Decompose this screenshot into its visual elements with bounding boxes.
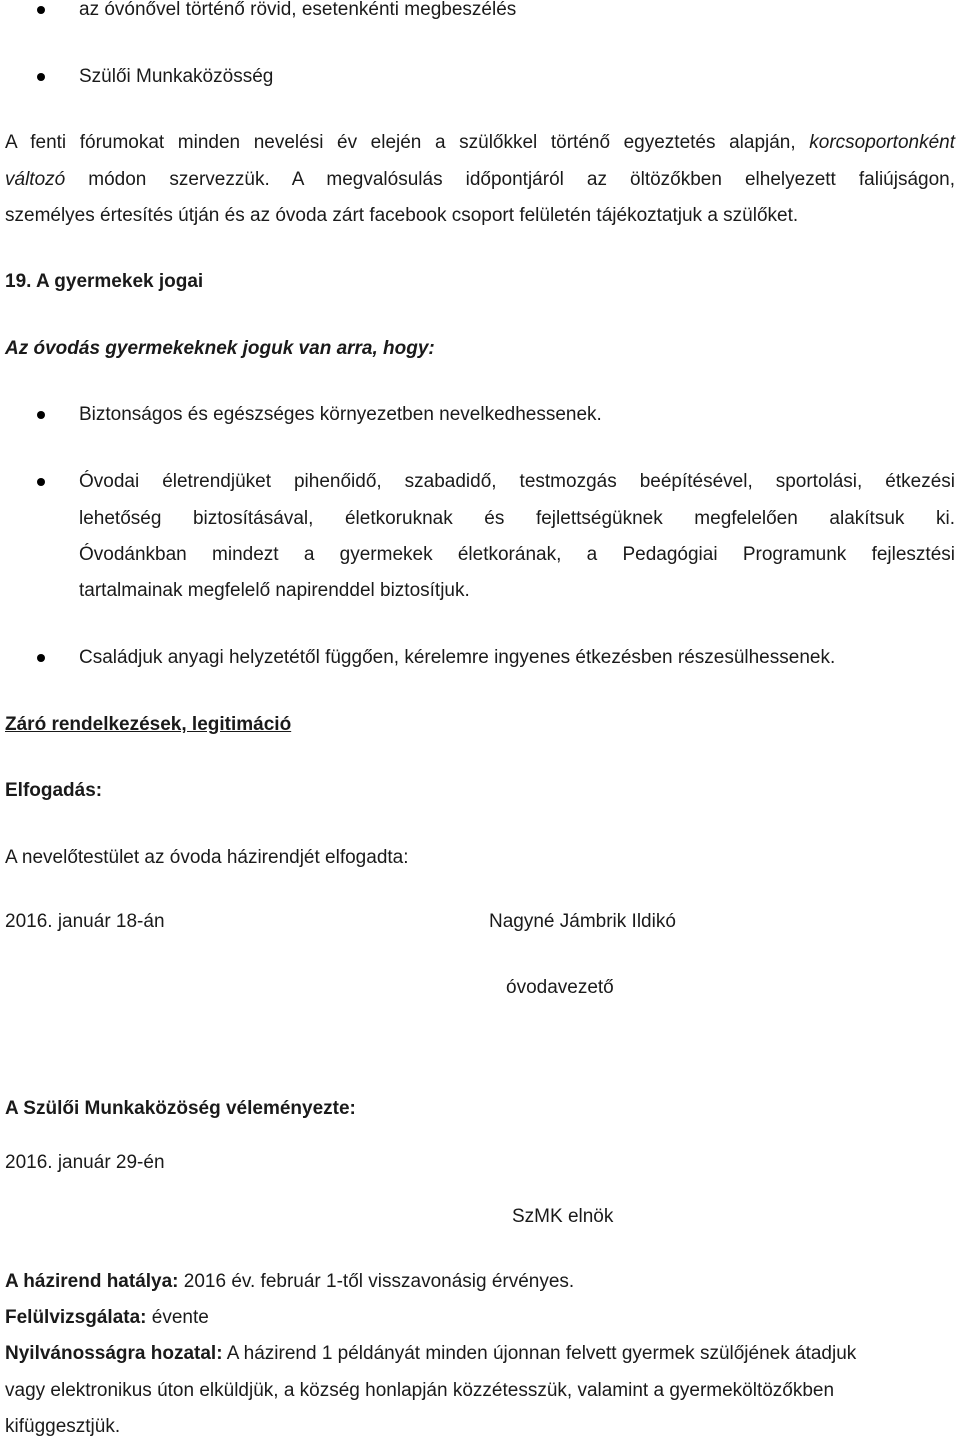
list-item-line: tartalmainak megfelelő napirenddel biztosítjuk. (79, 580, 470, 601)
parents-signer: SzMK elnök (512, 1206, 614, 1227)
director-title: óvodavezető (506, 977, 614, 998)
publicity-label: Nyilvánosságra hozatal: (5, 1343, 223, 1364)
review-line (5, 1306, 209, 1330)
validity-value: 2016 év. február 1-től visszavonásig érvényes. (183, 1271, 575, 1292)
validity-label: A házirend hatálya: (5, 1271, 179, 1292)
bullet-dot (37, 478, 45, 486)
review-value: évente (151, 1307, 209, 1328)
publicity-line (5, 1342, 856, 1366)
bullet-dot (37, 6, 45, 14)
closing-heading: Záró rendelkezések, legitimáció (5, 714, 292, 735)
list-item: Biztonságos és egészséges környezetben nevelkedhessenek. (79, 404, 602, 425)
publicity-line: kifüggesztjük. (5, 1416, 121, 1437)
bullet-dot (37, 411, 45, 419)
list-item: Szülői Munkaközösség (79, 66, 274, 87)
text-run: A fenti fórumokat minden nevelési év elején a szülőkkel történő egyeztetés alapján, (5, 132, 796, 153)
paragraph-line: személyes értesítés útján és az óvoda zárt facebook csoport felületén tájékoztatjuk a szülőket. (5, 205, 799, 226)
bullet-dot (37, 73, 45, 81)
list-item-line: Óvodánkban mindezt a gyermekek életkorának, a Pedagógiai Programunk fejlesztési (79, 544, 955, 565)
parents-date: 2016. január 29-én (5, 1152, 165, 1173)
list-item-line: Óvodai életrendjüket pihenőidő, szabadidő, testmozgás beépítésével, sportolási, étkezési (79, 471, 955, 492)
acceptance-label: Elfogadás: (5, 780, 103, 801)
publicity-line: vagy elektronikus úton elküldjük, a község honlapján közzétesszük, valamint a gyermeköltözőkben (5, 1380, 835, 1401)
review-label: Felülvizsgálata: (5, 1307, 147, 1328)
paragraph-line (5, 168, 955, 192)
paragraph-line (5, 131, 955, 155)
director-name: Nagyné Jámbrik Ildikó (489, 911, 676, 932)
list-item: Családjuk anyagi helyzetétől függően, kérelemre ingyenes étkezésben részesülhessenek. (79, 647, 836, 668)
bullet-dot (37, 654, 45, 662)
italic-run: korcsoportonként (809, 132, 955, 153)
staff-statement: A nevelőtestület az óvoda házirendjét elfogadta: (5, 847, 409, 868)
staff-date: 2016. január 18-án (5, 911, 165, 932)
validity-line (5, 1270, 574, 1294)
section-title: 19. A gyermekek jogai (5, 271, 204, 292)
list-item: az óvónővel történő rövid, esetenkénti megbeszélés (79, 0, 517, 20)
text-run: módon szervezzük. A megvalósulás időpontjáról az öltözőkben elhelyezett faliújságon, (88, 169, 956, 190)
section-intro: Az óvodás gyermekeknek joguk van arra, hogy: (5, 338, 435, 359)
italic-run: változó (5, 169, 66, 190)
list-item-line: lehetőség biztosításával, életkoruknak és fejlettségüknek megfelelően alakítsuk ki. (79, 508, 955, 529)
publicity-value: A házirend 1 példányát minden újonnan felvett gyermek szülőjének átadjuk (226, 1343, 857, 1364)
parents-heading: A Szülői Munkaközöség véleményezte: (5, 1098, 356, 1119)
